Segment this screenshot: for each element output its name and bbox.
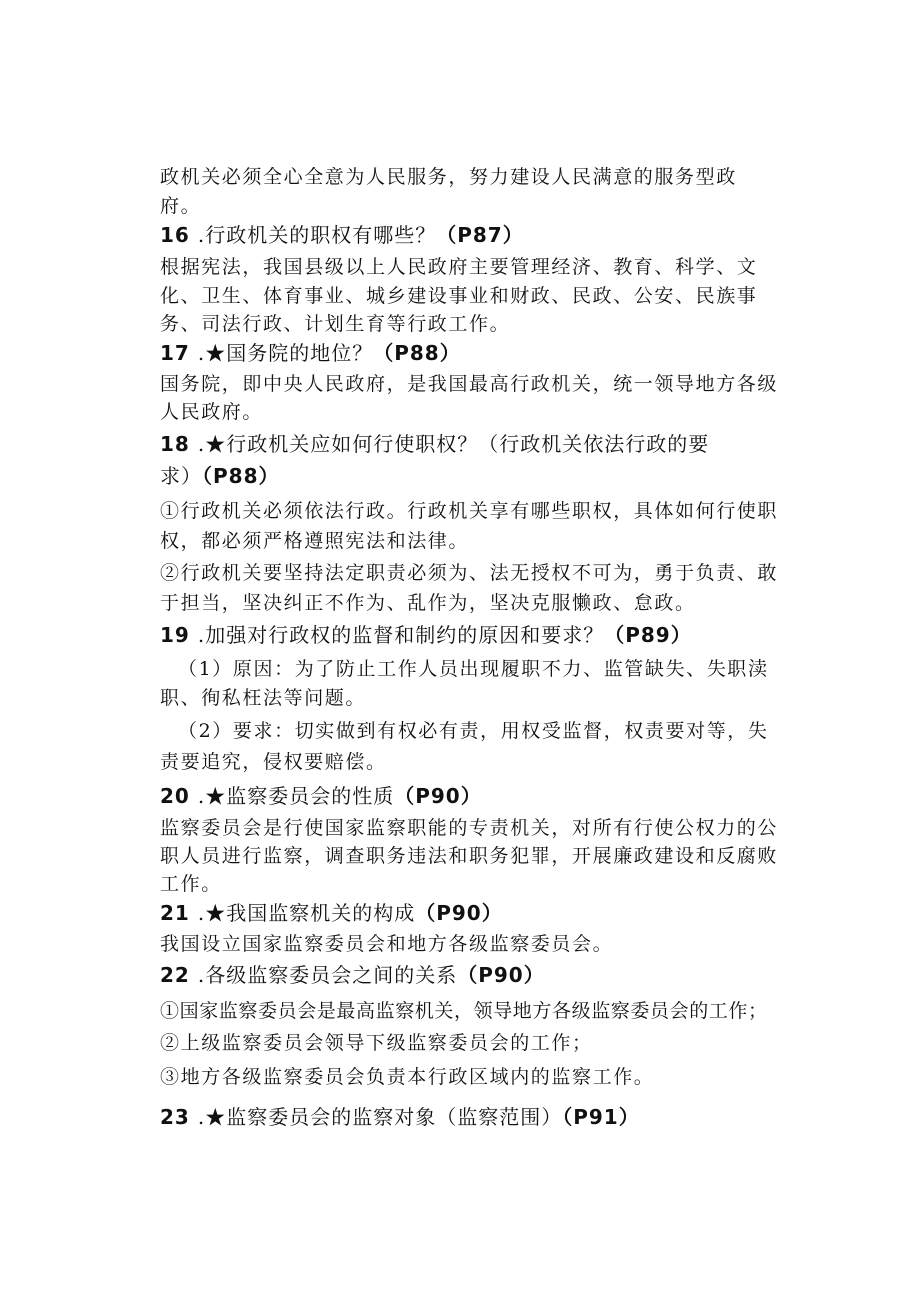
- question-number: 18: [160, 432, 190, 456]
- question-text: .★行政机关应如何行使职权？（行政机关依法行政的要: [197, 432, 710, 456]
- answer-line: 职人员进行监察，调查职务违法和职务犯罪，开展廉政建设和反腐败: [160, 845, 779, 867]
- answer-line: （2）要求：切实做到有权必有责，用权受监督，权责要对等，失: [178, 720, 769, 742]
- question-text: .行政机关的职权有哪些？: [197, 223, 437, 247]
- question-number: 16: [160, 223, 190, 247]
- answer-line: ②上级监察委员会领导下级监察委员会的工作；: [160, 1032, 593, 1054]
- question-text: .★监察委员会的监察对象（监察范围）: [197, 1105, 563, 1129]
- page-reference: （P91）: [562, 1105, 640, 1129]
- question-number: 21: [160, 901, 190, 925]
- question-number: 20: [160, 784, 190, 808]
- question-text: .各级监察委员会之间的关系: [197, 963, 458, 987]
- page-reference: （P90）: [457, 963, 545, 987]
- answer-line: 根据宪法，我国县级以上人民政府主要管理经济、教育、科学、文: [160, 256, 758, 278]
- answer-line: 责要追究，侵权要赔偿。: [160, 751, 387, 773]
- question-heading: [160, 962, 545, 988]
- answer-line: 府。: [160, 195, 202, 217]
- question-heading: [160, 340, 461, 366]
- question-number: 19: [160, 623, 190, 647]
- answer-line: 职、徇私枉法等问题。: [160, 687, 367, 709]
- answer-line: 监察委员会是行使国家监察职能的专责机关，对所有行使公权力的公: [160, 817, 779, 839]
- question-heading: [160, 1104, 640, 1130]
- question-text: .★国务院的地位？: [197, 341, 374, 365]
- page-reference: （P90）: [394, 784, 482, 808]
- answer-line: 工作。: [160, 873, 222, 895]
- question-heading-continued: [160, 463, 280, 489]
- question-number: 17: [160, 341, 190, 365]
- answer-line: 权，都必须严格遵照宪法和法律。: [160, 530, 470, 552]
- answer-line: 国务院，即中央人民政府，是我国最高行政机关，统一领导地方各级: [160, 373, 779, 395]
- page-reference: （P88）: [202, 464, 280, 488]
- question-heading: [160, 900, 503, 926]
- question-heading: [160, 622, 692, 648]
- question-text: .★我国监察机关的构成: [197, 901, 416, 925]
- question-text: .★监察委员会的性质: [197, 784, 395, 808]
- answer-line: ②行政机关要坚持法定职责必须为、法无授权不可为，勇于负责、敢: [160, 562, 779, 584]
- answer-line: 于担当，坚决纠正不作为、乱作为，坚决克服懒政、怠政。: [160, 592, 696, 614]
- answer-line: ③地方各级监察委员会负责本行政区域内的监察工作。: [160, 1066, 655, 1088]
- answer-line: ①行政机关必须依法行政。行政机关享有哪些职权，具体如何行使职: [160, 500, 779, 522]
- answer-line: 化、卫生、体育事业、城乡建设事业和财政、民政、公安、民族事: [160, 285, 758, 307]
- question-text: 求）: [160, 464, 202, 488]
- answer-line: 人民政府。: [160, 401, 264, 423]
- answer-line: 政机关必须全心全意为人民服务，努力建设人民满意的服务型政: [160, 166, 737, 188]
- page-reference: （P89）: [604, 623, 692, 647]
- question-heading: [160, 431, 709, 457]
- question-number: 23: [160, 1105, 190, 1129]
- answer-line: 务、司法行政、计划生育等行政工作。: [160, 313, 511, 335]
- question-text: .加强对行政权的监督和制约的原因和要求？: [197, 623, 605, 647]
- answer-line: 我国设立国家监察委员会和地方各级监察委员会。: [160, 933, 614, 955]
- page-reference: （P87）: [436, 223, 524, 247]
- question-number: 22: [160, 963, 190, 987]
- page-reference: （P88）: [373, 341, 461, 365]
- answer-line: （1）原因：为了防止工作人员出现履职不力、监管缺失、失职渎: [178, 658, 769, 680]
- answer-line: ①国家监察委员会是最高监察机关，领导地方各级监察委员会的工作；: [160, 1000, 768, 1022]
- question-heading: [160, 222, 524, 248]
- page-reference: （P90）: [415, 901, 503, 925]
- question-heading: [160, 783, 482, 809]
